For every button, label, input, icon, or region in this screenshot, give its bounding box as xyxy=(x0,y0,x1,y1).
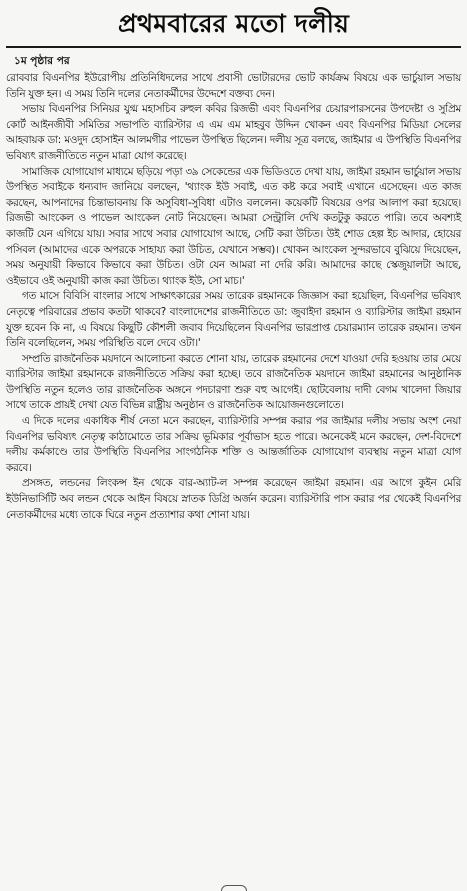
article-paragraph: সভায় বিএনপির সিনিয়র যুগ্ম মহাসচিব রুহুল কবির রিজভী এবং বিএনপির চেয়ারপারসনের উপদেষ্টা ও সুপ্রিম কোর্ট আইনজীবী সমিতির সভাপতি ব্যারিস্টার এ এম এম মাহবুব উদ্দিন খোকন এবং বিএনপির মিডিয়া সেলের আহবায়ক ডা: মওদুদ হোসাইন আলমগীর পাভেল উপস্থিত ছিলেন। দলীয় সূত্র বলছে, জাইমার এ উপস্থিতি বিএনপির ভবিষ্যৎ রাজনীতিতে নতুন মাত্রা যোগ করেছে। xyxy=(6,103,461,162)
article-paragraph: রোববার বিএনপির ইউরোপীয় প্রতিনিধিদলের সাথে প্রবাসী ভোটারদের ভোট কার্যক্রম বিষয়ে এক ভার্চুয়াল সভায় তিনি যুক্ত হন। এ সময় তিনি দলের নেতাকর্মীদের উদ্দেশে বক্তব্য দেন। xyxy=(6,72,461,100)
article-paragraph: প্রসঙ্গত, লন্ডনের লিংকন্স ইন থেকে বার-অ্যাট-ল সম্পন্ন করেছেন জাইমা রহমান। এর আগে কুইন মেরি ইউনিভার্সিটি অব লন্ডন থেকে আইন বিষয়ে স্নাতক ডিগ্রি অর্জন করেন। ব্যারিস্টারি পাস করার পর থেকেই বিএনপির নেতাকর্মীদের মধ্যে তাকে ঘিরে নতুন প্রত্যাশার কথা শোনা যায়। xyxy=(6,477,461,521)
page-edge-mark xyxy=(0,885,467,891)
article-paragraph: এ দিকে দলের একাধিক শীর্ষ নেতা মনে করছেন, ব্যারিস্টারি সম্পন্ন করার পর জাইমার দলীয় সভায় অংশ নেয়া বিএনপির ভবিষ্যৎ নেতৃত্ব কাঠামোতে তার সক্রিয় ভূমিকার পূর্বাভাস হতে পারে। অনেকেই মনে করছেন, দেশ-বিদেশে দলীয় কর্মকাণ্ডে তার উপস্থিতি বিএনপির সাংগঠনিক শক্তি ও আন্তর্জাতিক যোগাযোগ ব্যবস্থায় নতুন মাত্রা যোগ করবে। xyxy=(6,415,461,474)
headline: প্রথমবারের মতো দলীয় xyxy=(117,9,350,38)
article-paragraph: গত মাসে বিবিসি বাংলার সাথে সাক্ষাৎকারের সময় তারেক রহমানকে জিজ্ঞাস করা হয়েছিল, বিএনপির ভবিষ্যৎ নেতৃত্বে পরিবারের প্রভাব কতটা থাকবে? বাংলাদেশের রাজনীতিতে ডা: জুবাইদা রহমান ও ব্যারিস্টার জাইমা রহমান যুক্ত হবেন কি না, এ বিষয়ে কিছুটি কৌশলী জবাব দিয়েছিলেন বিএনপির ভারপ্রাপ্ত চেয়ারম্যান তারেক রহমান। তখন তিনি বলেছিলেন, সময় পরিস্থিতি বলে দেবে ওটা।' xyxy=(6,290,461,350)
article-body xyxy=(6,71,461,523)
continued-from-label: ১ম পৃষ্ঠার পর xyxy=(14,55,70,67)
headline-rule xyxy=(6,46,461,48)
article-paragraph: সামাজিক যোগাযোগ মাধ্যমে ছড়িয়ে পড়া ৩৯ সেকেন্ডের এক ভিডিওতে দেখা যায়, জাইমা রহমান ভার্চুয়াল সভায় উপস্থিত সবাইকে ধন্যবাদ জানিয়ে বলছেন, 'থ্যাংক ইউ সবাই, এত কষ্ট করে সবাই এখানে এসেছেন। এত কাজ করছেন, আপনাদের চিন্তাভাবনায় কি অসুবিধা-সুবিধা এটাও বললেন। কয়েকটি বিষয়ের ওপর আলাপ করা হয়েছে। রিজভী আংকেল ও পাভেল আংকেল নোট নিয়েছেন। আমরা সেন্ট্রালি দেখি কতটুকু করতে পারি। তবে অবশ্যই কাজটি যেন এগিয়ে যায়। সবার সাথে সবার যোগাযোগ আছে, সেটি করা উচিত। উই শোড হেল্প ইচ আদার, হোয়ের পসিবল (আমাদের একে অপরকে সাহায্য করা উচিত, যেখানে সম্ভব)। খোকন আংকেল সুন্দরভাবে বুঝিয়ে দিয়েছেন, সময় অনুযায়ী কিভাবে কিভাবে করা উচিত। ওটা যেন আমরা না দেরি করি। আমাদের কাছে স্কেজুয়ালটা আছে, ওইভাবে ওই অনুযায়ী কাজ করা উচিত। থ্যাংক ইউ, সো মাচ।' xyxy=(6,165,461,287)
article-paragraph: সম্প্রতি রাজনৈতিক ময়দানে আলোচনা করতে শোনা যায়, তারেক রহমানের দেশে যাওয়া দেরি হওয়ায় তার মেয়ে ব্যারিস্টার জাইমা রহমানকে রাজনীতিতে সক্রিয় করা হচ্ছে। তবে রাজনৈতিক ময়দানে জাইমা রহমানের আনুষ্ঠানিক উপস্থিতি নতুন হলেও তার রাজনৈতিক অঙ্গনে পদচারণা শুরু বহু আগেই। ছোটবেলায় দাদী বেগম খালেদা জিয়ার সাথে তাকে প্রায়ই দেখা যেত বিভিন্ন রাষ্ট্রীয় অনুষ্ঠান ও রাজনৈতিক আয়োজনগুলোতে। xyxy=(6,352,461,412)
cut-glyph xyxy=(221,885,247,891)
